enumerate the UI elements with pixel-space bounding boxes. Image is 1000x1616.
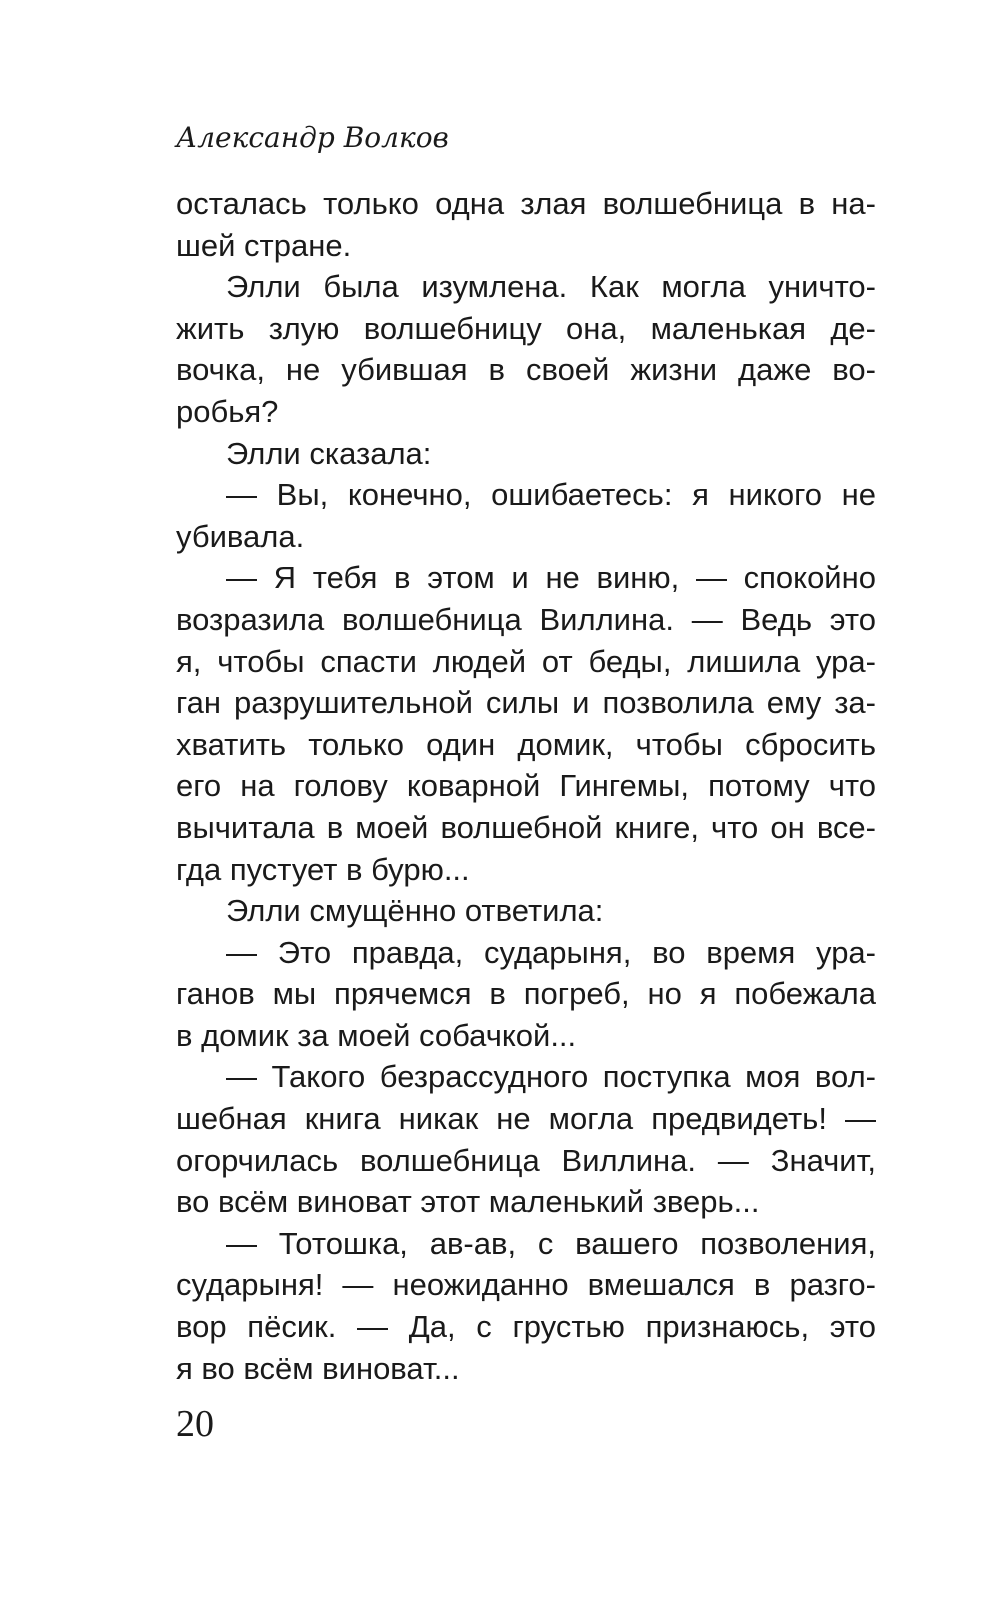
text-line: вор пёсик. — Да, с грустью признаюсь, это (176, 1309, 876, 1345)
text-line: вычитала в моей волшебной книге, что он все- (176, 809, 876, 845)
text-line: Элли сказала: (226, 435, 432, 471)
text-line: вочка, не убившая в своей жизни даже во- (176, 352, 876, 388)
text-line: шей стране. (176, 227, 352, 263)
text-line: шебная книга никак не могла предвидеть! — (176, 1101, 876, 1137)
text-line: — Тотошка, ав-ав, с вашего позволения, (226, 1225, 876, 1261)
text-line: я, чтобы спасти людей от беды, лишила ура- (176, 643, 876, 679)
text-line: его на голову коварной Гингемы, потому что (176, 768, 876, 804)
page-text (176, 183, 876, 1389)
text-line: ган разрушительной силы и позволила ему за- (176, 685, 876, 721)
text-line: — Вы, конечно, ошибаетесь: я никого не (226, 477, 876, 513)
text-line: в домик за моей собачкой... (176, 1017, 577, 1053)
text-line: жить злую волшебницу она, маленькая де- (176, 310, 876, 346)
text-line: гда пустует в бурю... (176, 851, 470, 887)
text-line: Элли смущённо ответила: (226, 893, 604, 929)
text-line: я во всём виноват... (176, 1350, 460, 1386)
text-line: — Я тебя в этом и не виню, — спокойно (226, 560, 876, 596)
text-line: во всём виноват этот маленький зверь... (176, 1184, 760, 1220)
text-line: возразила волшебница Виллина. — Ведь это (176, 601, 876, 637)
text-line: — Такого безрассудного поступка моя вол- (226, 1059, 876, 1095)
text-line: — Это правда, сударыня, во время ура- (226, 934, 876, 970)
running-head-author: Александр Волков (176, 121, 449, 154)
page-number: 20 (176, 1403, 214, 1445)
text-line: хватить только один домик, чтобы сбросить (176, 726, 876, 762)
text-line: сударыня! — неожиданно вмешался в разго- (176, 1267, 876, 1303)
text-line: ганов мы прячемся в погреб, но я побежала (176, 976, 876, 1012)
text-line: убивала. (176, 518, 305, 554)
text-line: робья? (176, 393, 279, 429)
text-line: осталась только одна злая волшебница в на- (176, 186, 876, 221)
text-line: огорчилась волшебница Виллина. — Значит, (176, 1142, 876, 1178)
text-line: Элли была изумлена. Как могла уничто- (226, 269, 876, 305)
